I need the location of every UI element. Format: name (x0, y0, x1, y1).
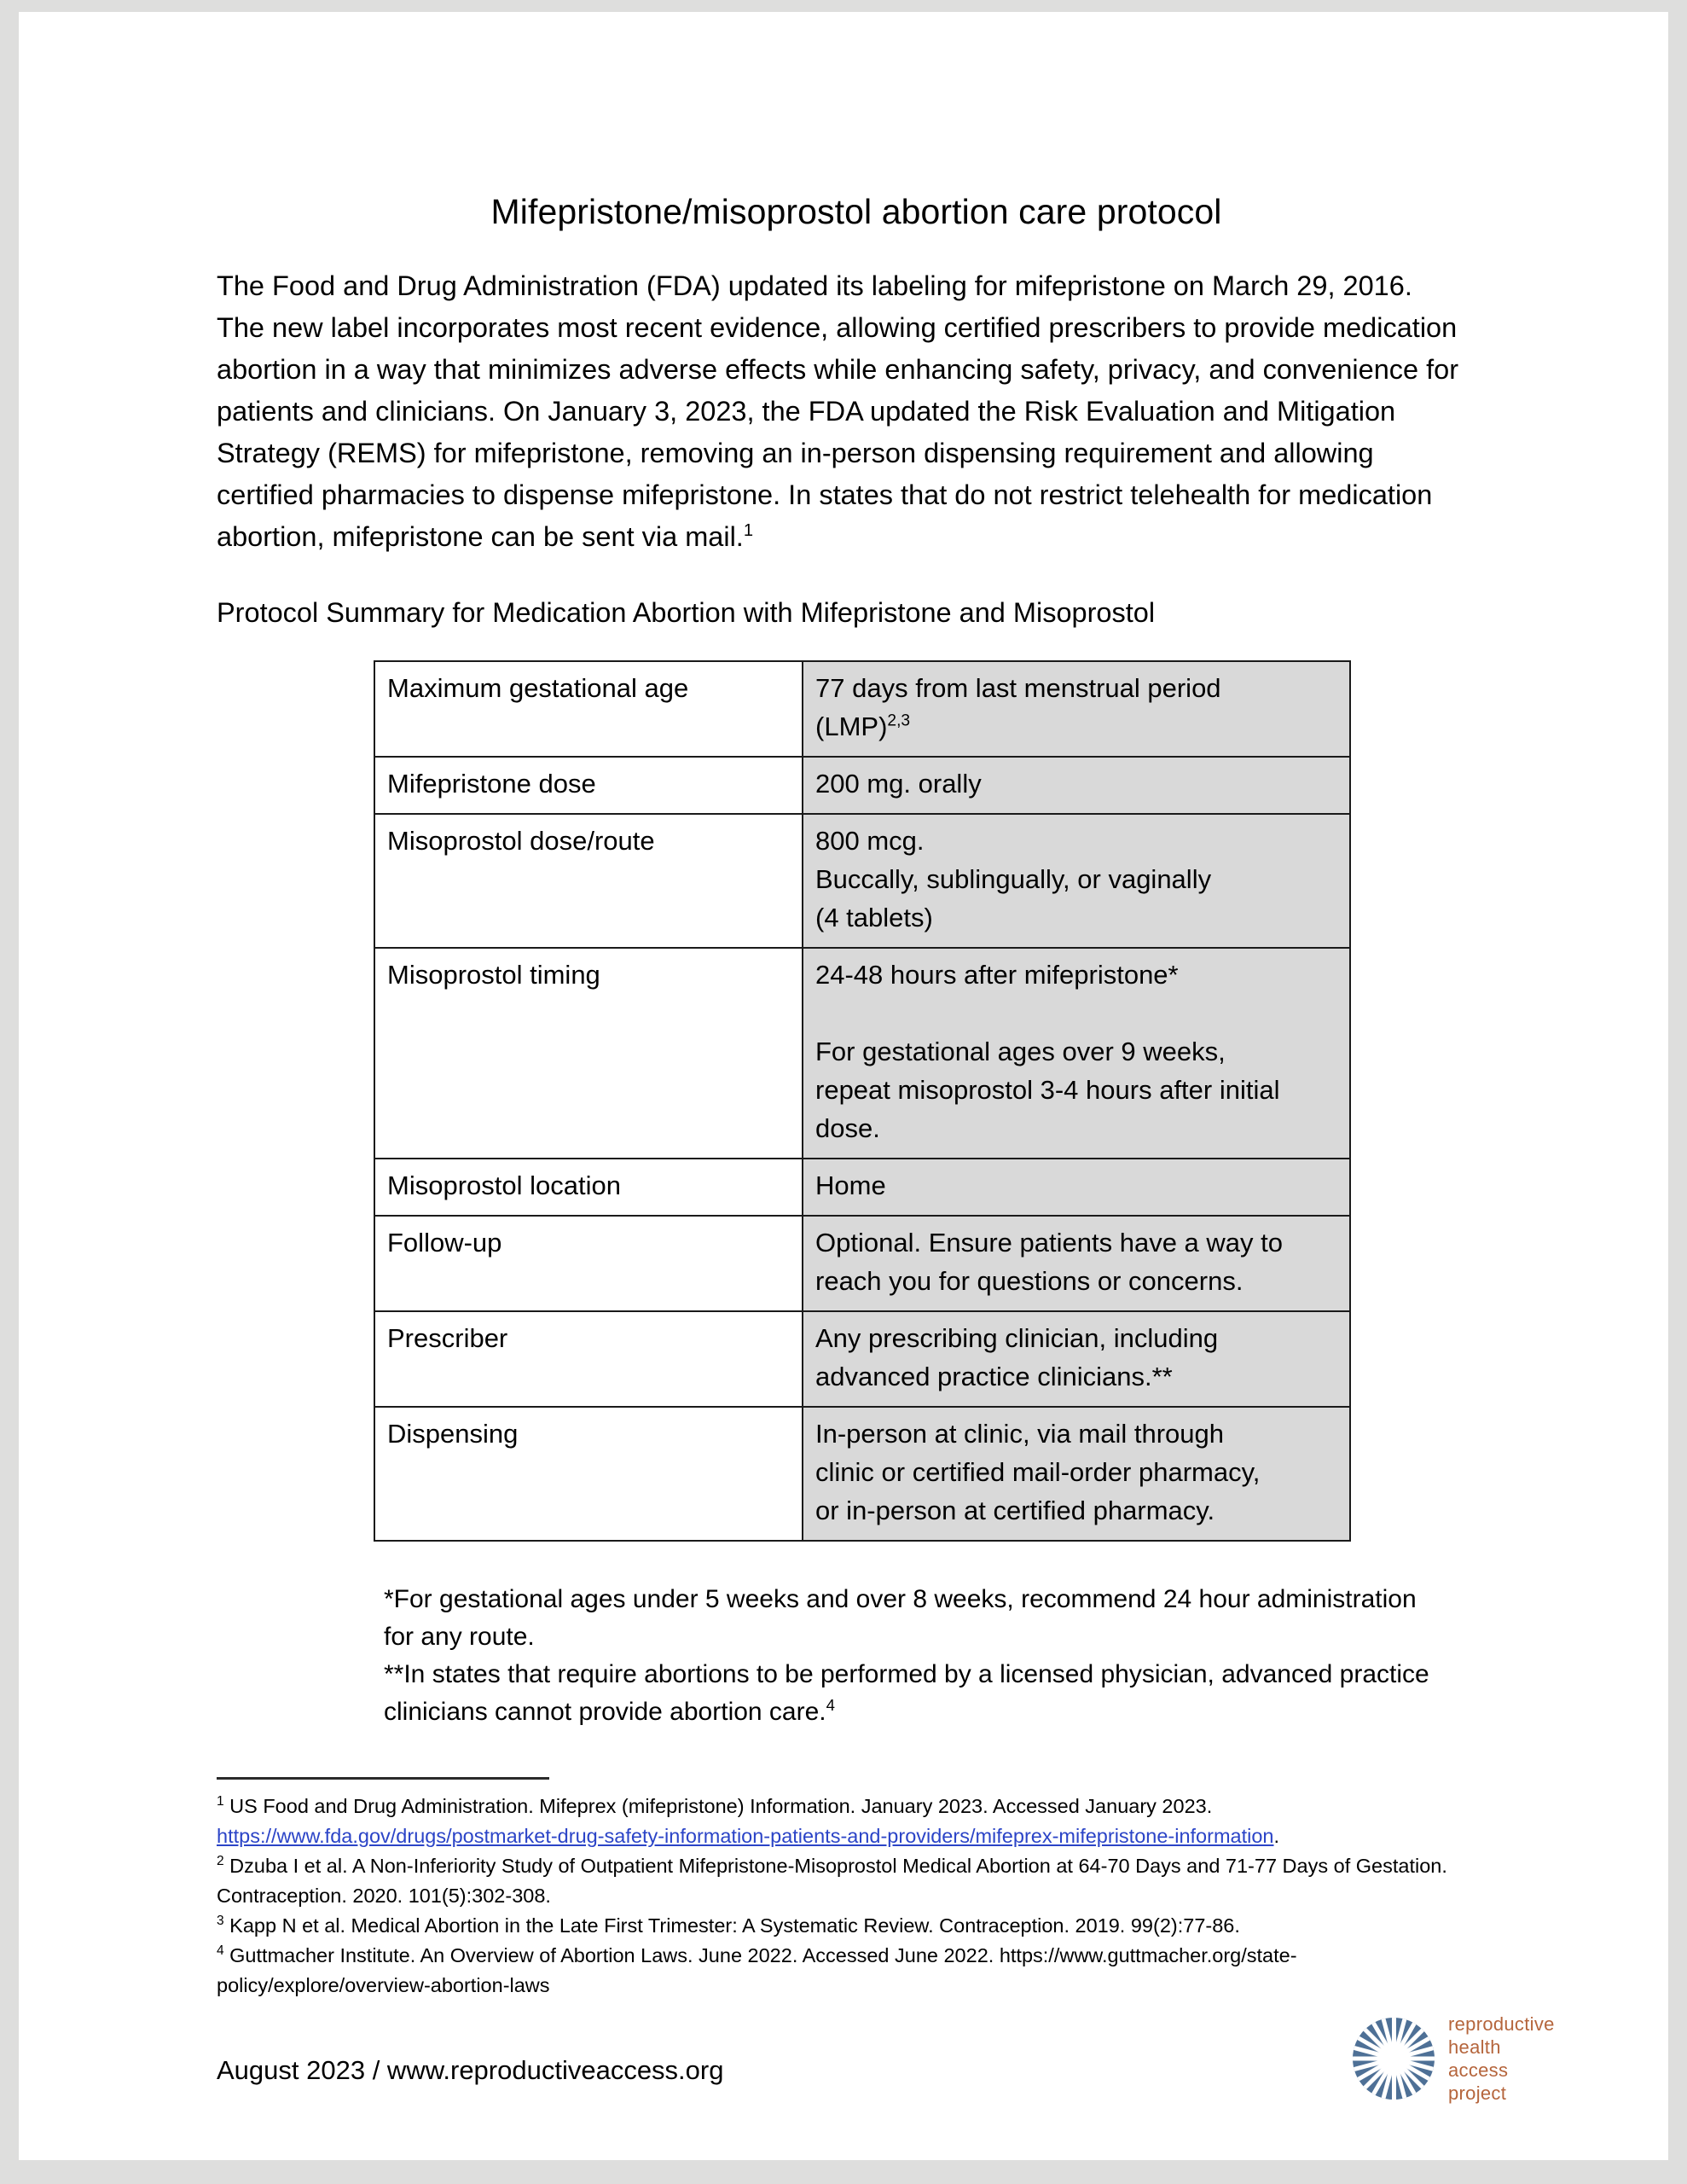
cell-line: Optional. Ensure patients have a way to (815, 1228, 1283, 1258)
cell-line: clinic or certified mail-order pharmacy, (815, 1457, 1261, 1488)
document-page (19, 12, 1668, 2160)
table-row (374, 661, 1350, 757)
organization-logo (1353, 2013, 1555, 2105)
cell-line: repeat misoprostol 3-4 hours after initial (815, 1075, 1280, 1106)
table-row (374, 1159, 1350, 1216)
cell-footnote-marker: 2,3 (887, 712, 911, 730)
reference-item (217, 1851, 1487, 1911)
reference-item (217, 1941, 1487, 2001)
table-cell-label: Dispensing (374, 1407, 803, 1541)
table-row (374, 757, 1350, 814)
reference-text: US Food and Drug Administration. Mifeprex (mifepristone) Information. January 2023. Accessed January 2023. (229, 1795, 1213, 1818)
table-row (374, 1407, 1350, 1541)
cell-line: 24-48 hours after mifepristone* (815, 960, 1179, 990)
table-cell-label: Misoprostol location (374, 1159, 803, 1216)
footer-date-and-website: August 2023 / www.reproductiveaccess.org (217, 2055, 724, 2086)
table-cell-value (803, 1159, 1350, 1216)
note-double-asterisk (384, 1656, 1450, 1731)
note-double-asterisk-text: **In states that require abortions to be performed by a licensed physician, advanced practice clinicians cannot provide abortion care. (384, 1660, 1429, 1727)
cell-blank-line (815, 994, 1337, 1032)
protocol-summary-subheading: Protocol Summary for Medication Abortion with Mifepristone and Misoprostol (217, 597, 1156, 629)
logo-wordmark (1448, 2013, 1555, 2105)
cell-line: 200 mg. orally (815, 769, 982, 799)
table-cell-value (803, 1407, 1350, 1541)
cell-line: (4 tablets) (815, 903, 933, 933)
table-cell-label: Misoprostol timing (374, 948, 803, 1159)
table-cell-label: Mifepristone dose (374, 757, 803, 814)
reference-text: Guttmacher Institute. An Overview of Abortion Laws. June 2022. Accessed June 2022. https://www.guttmacher.org/state-policy/explore/overview-abortion-laws (217, 1944, 1297, 1997)
cell-line: dose. (815, 1113, 880, 1144)
page-title: Mifepristone/misoprostol abortion care protocol (490, 192, 1222, 231)
cell-line: Buccally, sublingually, or vaginally (815, 864, 1212, 895)
reference-item (217, 1792, 1487, 1821)
page-footer (217, 2001, 1555, 2160)
references-list (217, 1780, 1487, 2001)
table-row (374, 1216, 1350, 1311)
reference-marker: 1 (217, 1794, 224, 1809)
table-cell-value (803, 661, 1350, 757)
cell-line (815, 707, 1337, 746)
table-cell-value (803, 1216, 1350, 1311)
cell-line: Home (815, 1170, 886, 1201)
reference-item-link (217, 1821, 1487, 1851)
reference-link[interactable]: https://www.fda.gov/drugs/postmarket-drug-safety-information-patients-and-providers/mifeprex-mifepristone-information (217, 1825, 1274, 1848)
document-content (217, 12, 1555, 2160)
reference-marker: 4 (217, 1943, 224, 1959)
intro-footnote-marker: 1 (743, 521, 754, 541)
cell-line-text: (LMP) (815, 712, 888, 742)
reference-text: Dzuba I et al. A Non-Inferiority Study of Outpatient Mifepristone-Misoprostol Medical Abortion at 64-70 Days and 71-77 Days of Gestation. Contraception. 2020. 101(5):302-308. (217, 1855, 1447, 1908)
table-cell-label: Prescriber (374, 1311, 803, 1407)
reference-text: Kapp N et al. Medical Abortion in the Late First Trimester: A Systematic Review. Contraception. 2019. 99(2):77-86. (229, 1914, 1240, 1937)
logo-line: reproductive (1448, 2013, 1555, 2036)
table-cell-value (803, 948, 1350, 1159)
sunburst-icon (1353, 2018, 1435, 2100)
logo-line: access (1448, 2059, 1509, 2082)
cell-line: reach you for questions or concerns. (815, 1266, 1244, 1297)
table-cell-value (803, 814, 1350, 948)
cell-line: In-person at clinic, via mail through (815, 1419, 1225, 1449)
cell-line: 77 days from last menstrual period (815, 673, 1221, 704)
table-cell-value (803, 757, 1350, 814)
reference-item (217, 1911, 1487, 1941)
note-single-asterisk: *For gestational ages under 5 weeks and over 8 weeks, recommend 24 hour administration for any route. (384, 1585, 1417, 1652)
table-body (374, 661, 1350, 1541)
table-cell-label: Misoprostol dose/route (374, 814, 803, 948)
reference-link-suffix: . (1273, 1825, 1280, 1848)
table-cell-label: Follow-up (374, 1216, 803, 1311)
reference-marker: 3 (217, 1914, 224, 1929)
intro-paragraph-text: The Food and Drug Administration (FDA) updated its labeling for mifepristone on March 29, 2016. The new label incorporates most recent evidence, allowing certified prescribers to provide medication abortion in a way that minimizes adverse effects while enhancing safety, privacy, and convenience for patients and clinicians. On January 3, 2023, the FDA updated the Risk Evaluation and Mitigation Strategy (REMS) for mifepristone, removing an in-person dispensing requirement and allowing certified pharmacies to dispense mifepristone. In states that do not restrict telehealth for medication abortion, mifepristone can be sent via mail. (217, 270, 1459, 553)
reference-marker: 2 (217, 1854, 224, 1869)
table-notes (217, 1542, 1450, 1731)
table-cell-value (803, 1311, 1350, 1407)
table-row (374, 1311, 1350, 1407)
intro-paragraph (217, 231, 1467, 558)
logo-line: project (1448, 2082, 1507, 2105)
cell-line: 800 mcg. (815, 826, 925, 857)
sunburst-core (1383, 2048, 1405, 2070)
table-row (374, 948, 1350, 1159)
table-cell-label: Maximum gestational age (374, 661, 803, 757)
cell-line: Any prescribing clinician, including (815, 1323, 1219, 1354)
cell-line: or in-person at certified pharmacy. (815, 1496, 1215, 1526)
cell-line: advanced practice clinicians.** (815, 1362, 1173, 1392)
logo-line: health (1448, 2036, 1501, 2059)
table-row (374, 814, 1350, 948)
cell-line: For gestational ages over 9 weeks, (815, 1037, 1226, 1067)
note-footnote-marker: 4 (826, 1696, 835, 1715)
protocol-summary-table (374, 660, 1351, 1542)
